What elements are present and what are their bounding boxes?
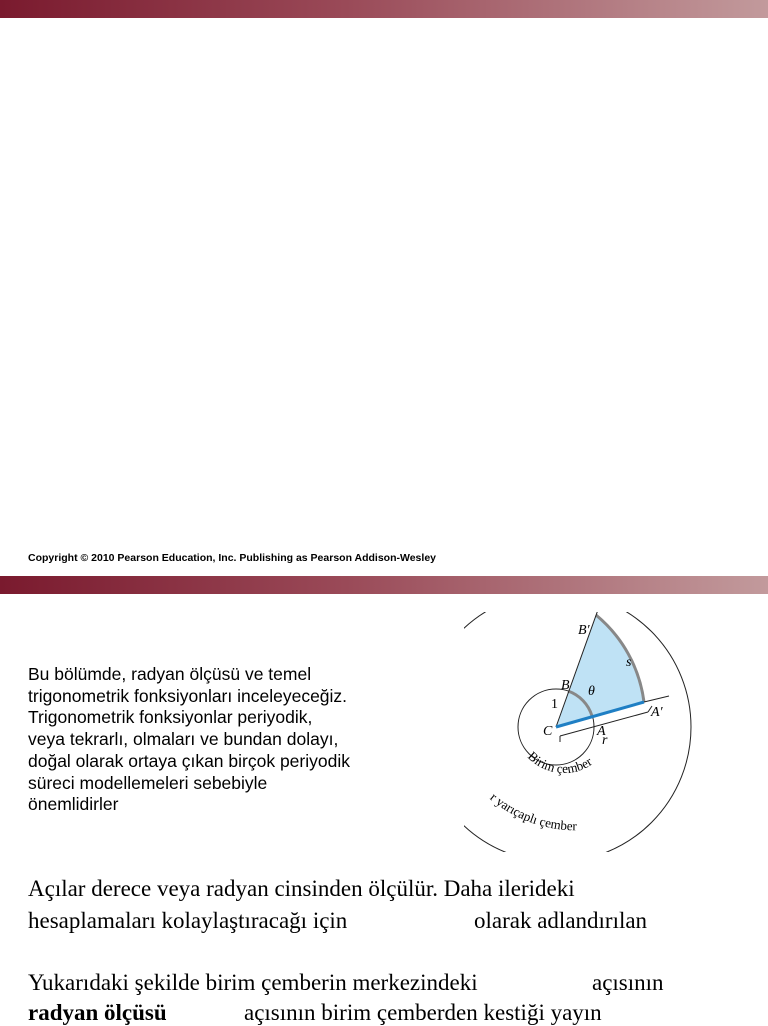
intro-line: Bu bölümde, radyan ölçüsü ve temel: [28, 664, 312, 684]
label-r: r: [602, 733, 608, 748]
body-line: olarak adlandırılan: [474, 908, 648, 933]
intro-line: önemlidirler: [28, 794, 119, 815]
body-line: Yukarıdaki şekilde birim çemberin merkezindeki: [28, 970, 478, 995]
copyright-text: Copyright © 2010 Pearson Education, Inc. Publishing as Pearson Addison-Wesley: [28, 552, 436, 564]
body-line: hesaplamaları kolaylaştıracağı için: [28, 908, 348, 933]
body-term: radyan ölçüsü: [28, 1000, 167, 1025]
intro-line: trigonometrik fonksiyonları inceleyeceğiz.: [28, 685, 348, 706]
body-line: açısının birim çemberden kestiği yayın: [244, 1000, 602, 1025]
label-theta: θ: [588, 684, 595, 699]
body-line: açısının: [592, 970, 664, 995]
intro-line: süreci modellemeleri sebebiyle: [28, 772, 268, 793]
label-a-prime: A′: [651, 705, 663, 720]
r-circle: [464, 612, 691, 852]
label-one: 1: [551, 697, 558, 712]
intro-line: doğal olarak ortaya çıkan birçok periyodik: [28, 750, 350, 771]
intro-line: Trigonometrik fonksiyonlar periyodik,: [28, 707, 313, 728]
slide-divider-bar: [0, 576, 768, 594]
ray-extension: [644, 696, 669, 702]
body-line: Açılar derece veya radyan cinsinden ölçülür. Daha ilerideki: [28, 876, 575, 901]
intro-paragraph: [28, 664, 438, 816]
intro-line: veya tekrarlı, olmaları ve bundan dolayı,: [28, 729, 339, 750]
label-c: C: [543, 724, 553, 739]
label-b: B: [561, 678, 570, 693]
label-unit-circle: Birim çember: [525, 748, 595, 777]
sector-shading: [556, 615, 644, 727]
label-a: A: [597, 724, 606, 739]
label-s: s: [626, 655, 632, 670]
label-b-prime: B′: [578, 623, 590, 638]
radian-figure: [464, 612, 714, 852]
label-r-circle: r yarıçaplı çember: [487, 789, 577, 834]
header-bar: [0, 0, 768, 18]
